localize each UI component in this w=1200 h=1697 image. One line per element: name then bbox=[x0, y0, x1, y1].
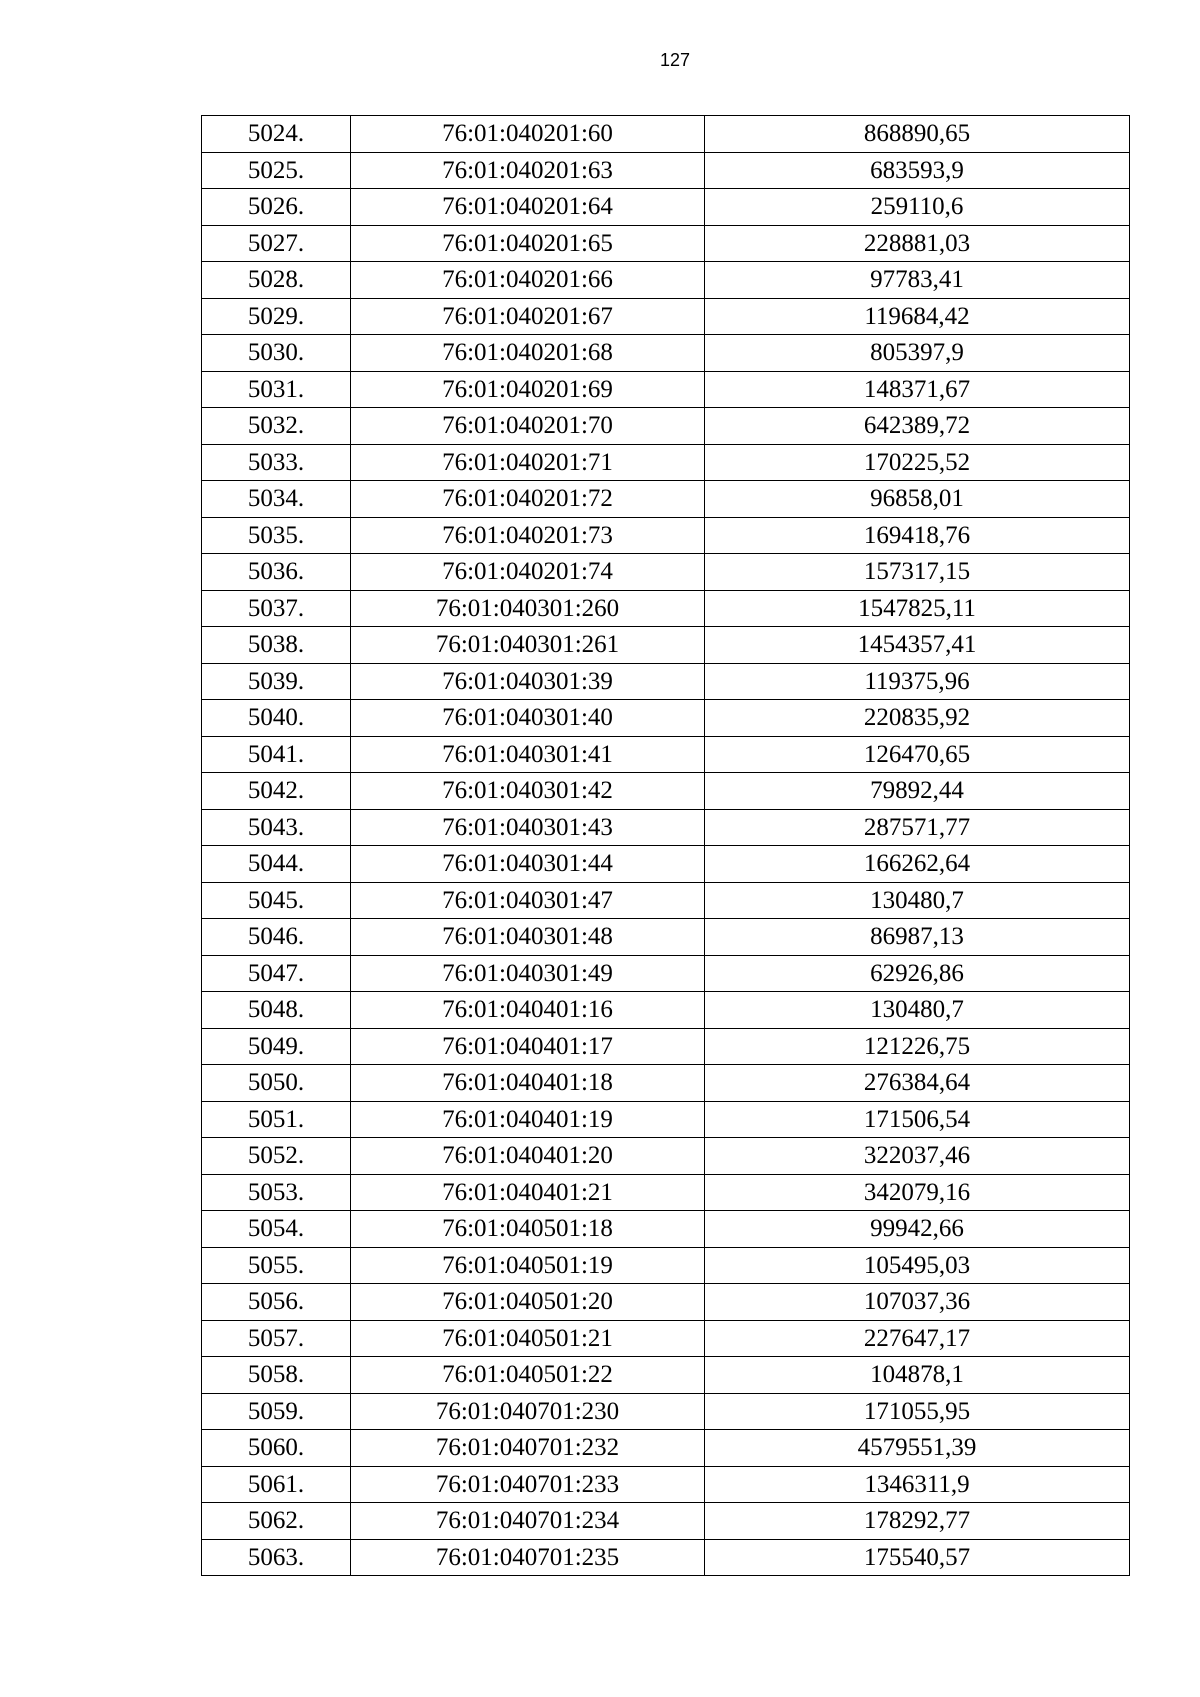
cadastral-value-cell: 342079,16 bbox=[705, 1174, 1130, 1211]
table-row bbox=[202, 225, 1130, 262]
row-number-cell: 5034. bbox=[202, 481, 351, 518]
cadastral-number-cell: 76:01:040301:47 bbox=[351, 882, 705, 919]
cadastral-number-cell: 76:01:040301:39 bbox=[351, 663, 705, 700]
row-number-cell: 5027. bbox=[202, 225, 351, 262]
cadastral-number-cell: 76:01:040301:40 bbox=[351, 700, 705, 737]
cadastral-number-cell: 76:01:040701:230 bbox=[351, 1393, 705, 1430]
row-number-cell: 5046. bbox=[202, 919, 351, 956]
table-row bbox=[202, 1357, 1130, 1394]
cadastral-value-cell: 175540,57 bbox=[705, 1539, 1130, 1576]
row-number-cell: 5056. bbox=[202, 1284, 351, 1321]
table-row bbox=[202, 1430, 1130, 1467]
cadastral-number-cell: 76:01:040401:18 bbox=[351, 1065, 705, 1102]
cadastral-value-cell: 683593,9 bbox=[705, 152, 1130, 189]
cadastral-value-cell: 130480,7 bbox=[705, 882, 1130, 919]
table-row bbox=[202, 1101, 1130, 1138]
cadastral-value-cell: 228881,03 bbox=[705, 225, 1130, 262]
table-row bbox=[202, 1393, 1130, 1430]
row-number-cell: 5058. bbox=[202, 1357, 351, 1394]
cadastral-number-cell: 76:01:040701:233 bbox=[351, 1466, 705, 1503]
cadastral-value-cell: 107037,36 bbox=[705, 1284, 1130, 1321]
table-row bbox=[202, 809, 1130, 846]
cadastral-value-cell: 1547825,11 bbox=[705, 590, 1130, 627]
row-number-cell: 5062. bbox=[202, 1503, 351, 1540]
cadastral-number-cell: 76:01:040201:70 bbox=[351, 408, 705, 445]
cadastral-value-cell: 169418,76 bbox=[705, 517, 1130, 554]
row-number-cell: 5030. bbox=[202, 335, 351, 372]
cadastral-value-cell: 259110,6 bbox=[705, 189, 1130, 226]
cadastral-number-cell: 76:01:040301:49 bbox=[351, 955, 705, 992]
row-number-cell: 5042. bbox=[202, 773, 351, 810]
cadastral-value-cell: 97783,41 bbox=[705, 262, 1130, 299]
table-row bbox=[202, 955, 1130, 992]
cadastral-value-cell: 276384,64 bbox=[705, 1065, 1130, 1102]
row-number-cell: 5054. bbox=[202, 1211, 351, 1248]
cadastral-number-cell: 76:01:040401:19 bbox=[351, 1101, 705, 1138]
cadastral-number-cell: 76:01:040501:19 bbox=[351, 1247, 705, 1284]
row-number-cell: 5035. bbox=[202, 517, 351, 554]
cadastral-number-cell: 76:01:040501:20 bbox=[351, 1284, 705, 1321]
cadastral-value-cell: 96858,01 bbox=[705, 481, 1130, 518]
table-row bbox=[202, 335, 1130, 372]
row-number-cell: 5040. bbox=[202, 700, 351, 737]
row-number-cell: 5038. bbox=[202, 627, 351, 664]
cadastral-number-cell: 76:01:040701:234 bbox=[351, 1503, 705, 1540]
row-number-cell: 5044. bbox=[202, 846, 351, 883]
table-row bbox=[202, 1174, 1130, 1211]
cadastral-number-cell: 76:01:040201:74 bbox=[351, 554, 705, 591]
cadastral-number-cell: 76:01:040701:232 bbox=[351, 1430, 705, 1467]
cadastral-number-cell: 76:01:040201:68 bbox=[351, 335, 705, 372]
row-number-cell: 5047. bbox=[202, 955, 351, 992]
cadastral-value-cell: 868890,65 bbox=[705, 116, 1130, 153]
row-number-cell: 5025. bbox=[202, 152, 351, 189]
table-row bbox=[202, 517, 1130, 554]
cadastral-number-cell: 76:01:040401:17 bbox=[351, 1028, 705, 1065]
row-number-cell: 5053. bbox=[202, 1174, 351, 1211]
cadastral-number-cell: 76:01:040201:60 bbox=[351, 116, 705, 153]
cadastral-value-cell: 99942,66 bbox=[705, 1211, 1130, 1248]
cadastral-number-cell: 76:01:040301:41 bbox=[351, 736, 705, 773]
row-number-cell: 5050. bbox=[202, 1065, 351, 1102]
cadastral-value-cell: 1454357,41 bbox=[705, 627, 1130, 664]
row-number-cell: 5049. bbox=[202, 1028, 351, 1065]
cadastral-number-cell: 76:01:040201:69 bbox=[351, 371, 705, 408]
row-number-cell: 5052. bbox=[202, 1138, 351, 1175]
table-row bbox=[202, 1539, 1130, 1576]
row-number-cell: 5032. bbox=[202, 408, 351, 445]
cadastral-number-cell: 76:01:040501:18 bbox=[351, 1211, 705, 1248]
cadastral-value-cell: 1346311,9 bbox=[705, 1466, 1130, 1503]
cadastral-value-cell: 805397,9 bbox=[705, 335, 1130, 372]
cadastral-value-cell: 157317,15 bbox=[705, 554, 1130, 591]
table-row bbox=[202, 700, 1130, 737]
cadastral-number-cell: 76:01:040401:16 bbox=[351, 992, 705, 1029]
table-row bbox=[202, 298, 1130, 335]
cadastral-value-cell: 62926,86 bbox=[705, 955, 1130, 992]
row-number-cell: 5048. bbox=[202, 992, 351, 1029]
cadastral-value-cell: 171506,54 bbox=[705, 1101, 1130, 1138]
row-number-cell: 5029. bbox=[202, 298, 351, 335]
row-number-cell: 5024. bbox=[202, 116, 351, 153]
cadastral-value-cell: 105495,03 bbox=[705, 1247, 1130, 1284]
table-row bbox=[202, 627, 1130, 664]
cadastral-number-cell: 76:01:040201:73 bbox=[351, 517, 705, 554]
table-row bbox=[202, 663, 1130, 700]
cadastral-number-cell: 76:01:040301:44 bbox=[351, 846, 705, 883]
table-body bbox=[202, 116, 1130, 1576]
cadastral-value-cell: 322037,46 bbox=[705, 1138, 1130, 1175]
table-row bbox=[202, 262, 1130, 299]
cadastral-number-cell: 76:01:040201:71 bbox=[351, 444, 705, 481]
table-row bbox=[202, 773, 1130, 810]
table-row bbox=[202, 590, 1130, 627]
cadastral-value-cell: 227647,17 bbox=[705, 1320, 1130, 1357]
cadastral-number-cell: 76:01:040301:43 bbox=[351, 809, 705, 846]
cadastral-number-cell: 76:01:040501:22 bbox=[351, 1357, 705, 1394]
cadastral-number-cell: 76:01:040401:20 bbox=[351, 1138, 705, 1175]
cadastral-number-cell: 76:01:040501:21 bbox=[351, 1320, 705, 1357]
cadastral-value-cell: 166262,64 bbox=[705, 846, 1130, 883]
cadastral-value-cell: 4579551,39 bbox=[705, 1430, 1130, 1467]
table-row bbox=[202, 736, 1130, 773]
cadastral-number-cell: 76:01:040201:66 bbox=[351, 262, 705, 299]
table-row bbox=[202, 1247, 1130, 1284]
cadastral-number-cell: 76:01:040201:67 bbox=[351, 298, 705, 335]
row-number-cell: 5033. bbox=[202, 444, 351, 481]
table-row bbox=[202, 1320, 1130, 1357]
cadastral-value-cell: 119684,42 bbox=[705, 298, 1130, 335]
cadastral-value-cell: 119375,96 bbox=[705, 663, 1130, 700]
cadastral-number-cell: 76:01:040301:261 bbox=[351, 627, 705, 664]
row-number-cell: 5039. bbox=[202, 663, 351, 700]
table-row bbox=[202, 189, 1130, 226]
table-row bbox=[202, 846, 1130, 883]
cadastral-value-cell: 130480,7 bbox=[705, 992, 1130, 1029]
cadastral-value-cell: 148371,67 bbox=[705, 371, 1130, 408]
row-number-cell: 5055. bbox=[202, 1247, 351, 1284]
cadastral-value-cell: 220835,92 bbox=[705, 700, 1130, 737]
cadastral-value-cell: 104878,1 bbox=[705, 1357, 1130, 1394]
row-number-cell: 5026. bbox=[202, 189, 351, 226]
cadastral-value-cell: 79892,44 bbox=[705, 773, 1130, 810]
table-row bbox=[202, 371, 1130, 408]
row-number-cell: 5031. bbox=[202, 371, 351, 408]
cadastral-number-cell: 76:01:040201:64 bbox=[351, 189, 705, 226]
cadastral-value-cell: 178292,77 bbox=[705, 1503, 1130, 1540]
cadastral-value-table bbox=[201, 115, 1130, 1576]
table-row bbox=[202, 408, 1130, 445]
table-row bbox=[202, 1028, 1130, 1065]
cadastral-number-cell: 76:01:040201:72 bbox=[351, 481, 705, 518]
cadastral-number-cell: 76:01:040701:235 bbox=[351, 1539, 705, 1576]
cadastral-number-cell: 76:01:040301:42 bbox=[351, 773, 705, 810]
table-row bbox=[202, 919, 1130, 956]
row-number-cell: 5059. bbox=[202, 1393, 351, 1430]
row-number-cell: 5028. bbox=[202, 262, 351, 299]
table-row bbox=[202, 444, 1130, 481]
table-row bbox=[202, 116, 1130, 153]
row-number-cell: 5045. bbox=[202, 882, 351, 919]
cadastral-number-cell: 76:01:040201:63 bbox=[351, 152, 705, 189]
page-number: 127 bbox=[659, 50, 691, 70]
row-number-cell: 5063. bbox=[202, 1539, 351, 1576]
row-number-cell: 5043. bbox=[202, 809, 351, 846]
table-row bbox=[202, 1065, 1130, 1102]
cadastral-value-cell: 287571,77 bbox=[705, 809, 1130, 846]
table-row bbox=[202, 1138, 1130, 1175]
row-number-cell: 5060. bbox=[202, 1430, 351, 1467]
cadastral-value-cell: 86987,13 bbox=[705, 919, 1130, 956]
cadastral-number-cell: 76:01:040301:48 bbox=[351, 919, 705, 956]
row-number-cell: 5036. bbox=[202, 554, 351, 591]
cadastral-value-cell: 121226,75 bbox=[705, 1028, 1130, 1065]
table-row bbox=[202, 882, 1130, 919]
row-number-cell: 5061. bbox=[202, 1466, 351, 1503]
cadastral-number-cell: 76:01:040201:65 bbox=[351, 225, 705, 262]
cadastral-value-cell: 642389,72 bbox=[705, 408, 1130, 445]
cadastral-value-cell: 170225,52 bbox=[705, 444, 1130, 481]
cadastral-number-cell: 76:01:040301:260 bbox=[351, 590, 705, 627]
row-number-cell: 5057. bbox=[202, 1320, 351, 1357]
row-number-cell: 5051. bbox=[202, 1101, 351, 1138]
table-row bbox=[202, 152, 1130, 189]
table-row bbox=[202, 1211, 1130, 1248]
table-row bbox=[202, 481, 1130, 518]
table-row bbox=[202, 554, 1130, 591]
table-row bbox=[202, 1466, 1130, 1503]
cadastral-value-cell: 171055,95 bbox=[705, 1393, 1130, 1430]
row-number-cell: 5041. bbox=[202, 736, 351, 773]
table-row bbox=[202, 992, 1130, 1029]
table-row bbox=[202, 1503, 1130, 1540]
cadastral-value-cell: 126470,65 bbox=[705, 736, 1130, 773]
row-number-cell: 5037. bbox=[202, 590, 351, 627]
cadastral-number-cell: 76:01:040401:21 bbox=[351, 1174, 705, 1211]
table-row bbox=[202, 1284, 1130, 1321]
